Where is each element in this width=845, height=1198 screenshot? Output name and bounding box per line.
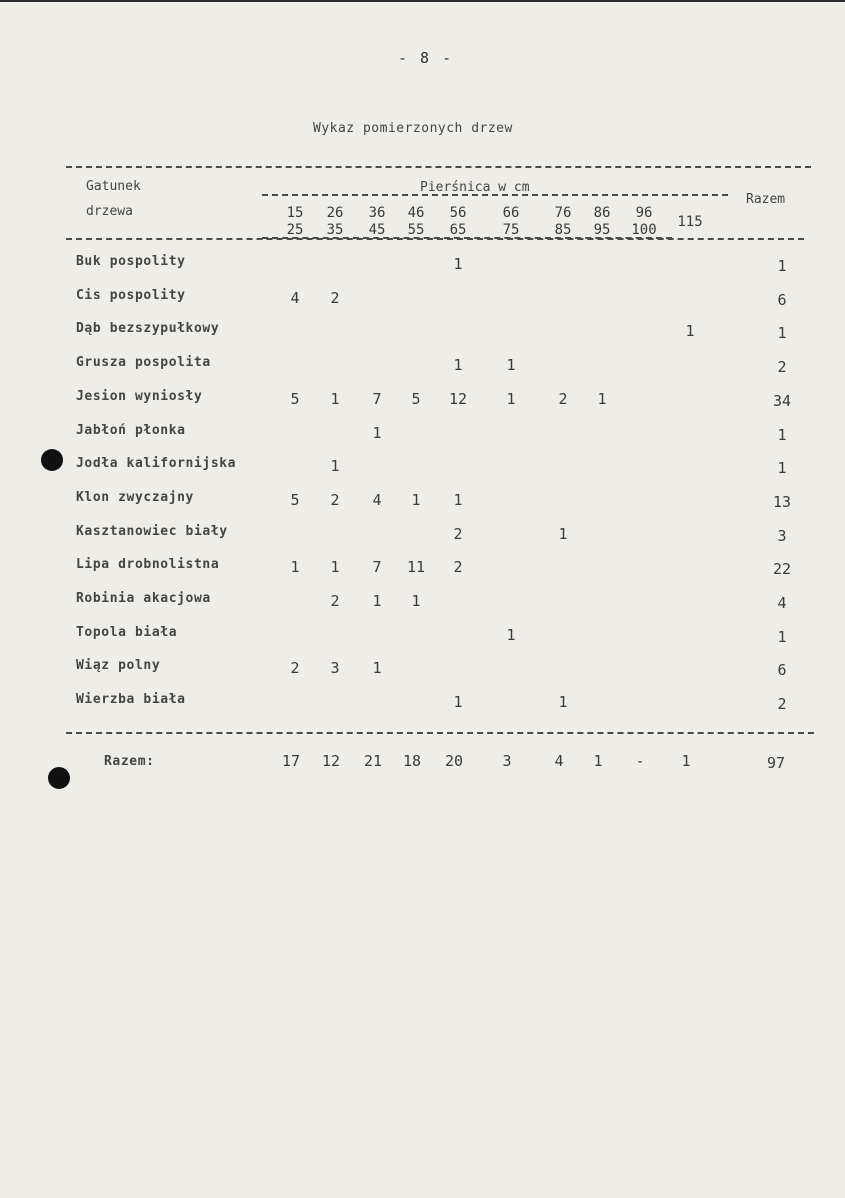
species-name: Cis pospolity — [76, 288, 186, 303]
count-cell: 1 — [330, 558, 340, 576]
dbh-column-top: 15 — [286, 205, 304, 221]
summary-label: Razem: — [104, 754, 155, 769]
count-cell: 2 — [290, 659, 300, 677]
species-name: Klon zwyczajny — [76, 490, 194, 505]
dbh-column-top: 86 — [593, 205, 611, 221]
species-name: Dąb bezszypułkowy — [76, 321, 220, 336]
dbh-group-header: Pierśnica w cm — [420, 180, 530, 195]
count-cell: 1 — [597, 390, 607, 408]
summary-count: 18 — [402, 752, 422, 770]
summary-count: 17 — [281, 752, 301, 770]
count-cell: 2 — [453, 525, 463, 543]
species-name: Wierzba biała — [76, 692, 186, 707]
count-cell: 1 — [330, 457, 340, 475]
species-name: Robinia akacjowa — [76, 591, 211, 606]
row-total: 6 — [777, 291, 787, 309]
count-cell: 4 — [290, 289, 300, 307]
count-cell: 1 — [411, 491, 421, 509]
summary-count: - — [635, 752, 645, 770]
dbh-column-top: 46 — [407, 205, 425, 221]
count-cell: 12 — [448, 390, 468, 408]
count-cell: 5 — [290, 491, 300, 509]
dbh-column-bottom: 35 — [326, 222, 344, 238]
count-cell: 7 — [372, 390, 382, 408]
species-header-line2: drzewa — [86, 204, 133, 219]
header-bottom-rule — [66, 238, 804, 240]
dbh-column-top: 115 — [677, 214, 703, 230]
count-cell: 1 — [453, 693, 463, 711]
row-total: 13 — [772, 493, 792, 511]
species-name: Topola biała — [76, 625, 178, 640]
summary-count: 1 — [593, 752, 603, 770]
count-cell: 2 — [330, 592, 340, 610]
count-cell: 5 — [411, 390, 421, 408]
count-cell: 1 — [506, 356, 516, 374]
row-total: 1 — [777, 459, 787, 477]
count-cell: 1 — [506, 626, 516, 644]
count-cell: 4 — [372, 491, 382, 509]
dbh-column-bottom: 45 — [368, 222, 386, 238]
count-cell: 2 — [330, 491, 340, 509]
punch-hole — [41, 449, 63, 471]
punch-hole — [48, 767, 70, 789]
total-header: Razem — [746, 192, 786, 207]
species-name: Buk pospolity — [76, 254, 186, 269]
dbh-column-bottom: 100 — [631, 222, 657, 238]
table-top-rule — [66, 166, 811, 168]
dbh-column-bottom: 55 — [407, 222, 425, 238]
count-cell: 11 — [406, 558, 426, 576]
row-total: 3 — [777, 527, 787, 545]
species-name: Jesion wyniosły — [76, 389, 203, 404]
summary-count: 3 — [502, 752, 512, 770]
count-cell: 1 — [506, 390, 516, 408]
summary-count: 21 — [363, 752, 383, 770]
dbh-column-top: 56 — [449, 205, 467, 221]
species-name: Grusza pospolita — [76, 355, 211, 370]
row-total: 22 — [772, 560, 792, 578]
count-cell: 1 — [453, 491, 463, 509]
count-cell: 1 — [372, 659, 382, 677]
count-cell: 2 — [453, 558, 463, 576]
count-cell: 1 — [372, 592, 382, 610]
dbh-column-bottom: 75 — [502, 222, 520, 238]
summary-count: 12 — [321, 752, 341, 770]
species-name: Kasztanowiec biały — [76, 524, 228, 539]
summary-count: 20 — [444, 752, 464, 770]
dbh-column-bottom: 25 — [286, 222, 304, 238]
page-number: - 8 - — [398, 49, 454, 67]
count-cell: 2 — [330, 289, 340, 307]
grand-total: 97 — [766, 754, 786, 772]
row-total: 34 — [772, 392, 792, 410]
count-cell: 1 — [411, 592, 421, 610]
row-total: 4 — [777, 594, 787, 612]
species-name: Lipa drobnolistna — [76, 557, 220, 572]
summary-count: 4 — [554, 752, 564, 770]
count-cell: 3 — [330, 659, 340, 677]
dbh-column-top: 26 — [326, 205, 344, 221]
species-name: Jodła kalifornijska — [76, 456, 237, 471]
dbh-group-rule — [262, 194, 728, 196]
count-cell: 1 — [290, 558, 300, 576]
dbh-column-top: 66 — [502, 205, 520, 221]
dbh-column-bottom: 95 — [593, 222, 611, 238]
count-cell: 2 — [558, 390, 568, 408]
count-cell: 5 — [290, 390, 300, 408]
species-header-line1: Gatunek — [86, 179, 141, 194]
dbh-column-bottom: 65 — [449, 222, 467, 238]
table-bottom-rule — [66, 732, 814, 734]
row-total: 1 — [777, 628, 787, 646]
count-cell: 1 — [453, 255, 463, 273]
page-title: Wykaz pomierzonych drzew — [313, 121, 513, 136]
count-cell: 7 — [372, 558, 382, 576]
row-total: 1 — [777, 257, 787, 275]
dbh-column-top: 96 — [635, 205, 653, 221]
row-total: 2 — [777, 695, 787, 713]
species-name: Jabłoń płonka — [76, 423, 186, 438]
row-total: 1 — [777, 426, 787, 444]
count-cell: 1 — [685, 322, 695, 340]
dbh-column-top: 76 — [554, 205, 572, 221]
count-cell: 1 — [558, 693, 568, 711]
row-total: 6 — [777, 661, 787, 679]
row-total: 1 — [777, 324, 787, 342]
row-total: 2 — [777, 358, 787, 376]
count-cell: 1 — [372, 424, 382, 442]
dbh-column-bottom: 85 — [554, 222, 572, 238]
count-cell: 1 — [453, 356, 463, 374]
summary-count: 1 — [681, 752, 691, 770]
count-cell: 1 — [330, 390, 340, 408]
count-cell: 1 — [558, 525, 568, 543]
dbh-column-top: 36 — [368, 205, 386, 221]
species-name: Wiąz polny — [76, 658, 161, 673]
